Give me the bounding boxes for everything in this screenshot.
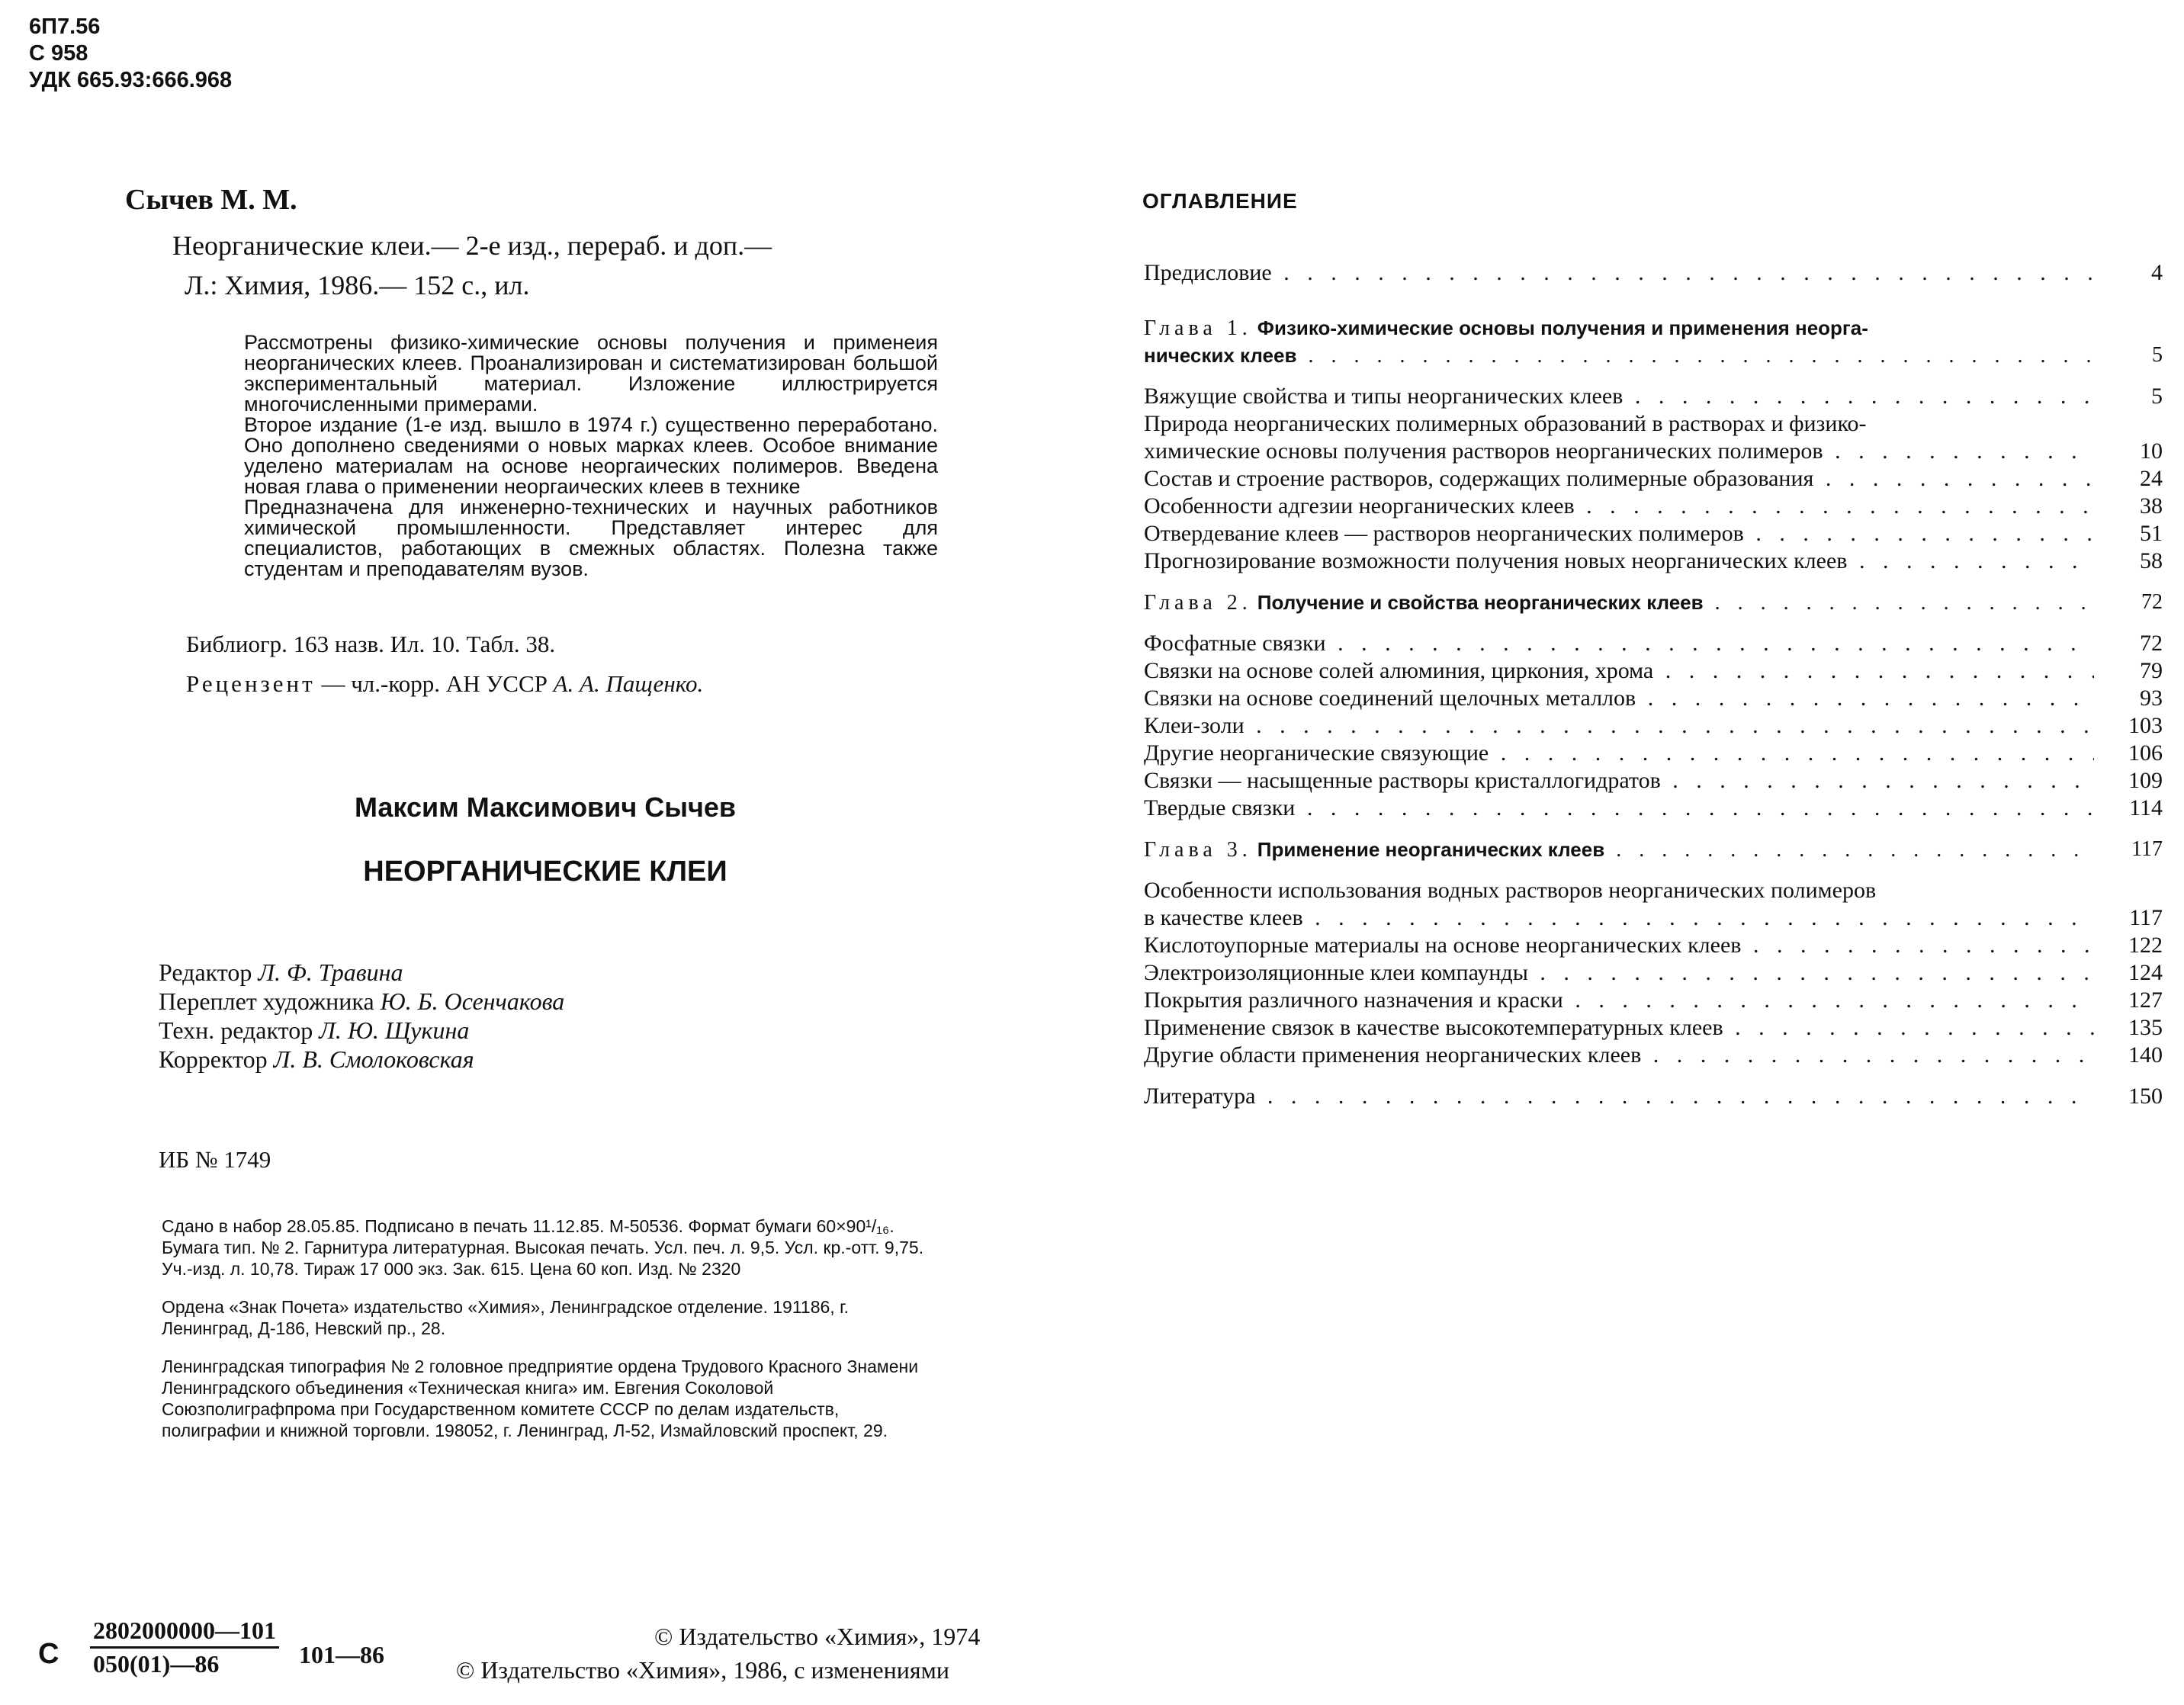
toc-entry[interactable] [1144,932,2163,959]
toc-entry-title: Другие области применения неорганических клеев . . . [1144,1042,2094,1069]
staff-role: Переплет художника [159,987,374,1015]
staff-row [159,1045,564,1074]
bbk-code: 6П7.56 [29,14,101,39]
staff-name: Л. Ф. Травина [258,958,403,986]
toc-entry[interactable] [1144,904,2163,932]
copyright-line: © Издательство «Химия», 1986, с изменениями [456,1656,949,1684]
toc-entry-page: 4 [2151,260,2163,285]
toc-entry[interactable] [1144,712,2163,740]
toc-entry[interactable] [1144,410,2163,438]
imprint [162,1215,924,1458]
reviewer-name: А. А. Пащенко. [553,670,704,697]
annotation [183,332,938,580]
toc-entry-title: Особенности адгезии неорганических клеев . . . [1144,493,2094,520]
toc-entry-title: Литература . . . [1144,1083,2094,1110]
staff-row [159,987,564,1016]
toc-entry-page: 127 [2128,987,2163,1013]
toc-entry-title: Связки на основе солей алюминия, циркония, хрома . . . [1144,657,2094,685]
toc-entry-page: 106 [2128,740,2163,766]
toc-entry-page: 122 [2128,933,2163,958]
toc-entry[interactable] [1144,630,2163,657]
toc-entry[interactable] [1144,1042,2163,1069]
toc-entry[interactable] [1144,438,2163,465]
toc-entry[interactable] [1144,520,2163,547]
chapter-label: Глава 3. [1144,838,1252,862]
reviewer-label: Рецензент [186,670,316,697]
toc-entry-page: 109 [2128,768,2163,793]
toc-entry-title: Предисловие . . . [1144,259,2094,287]
chapter-label: Глава 2. [1144,591,1252,615]
bibliographic-line-2: Л.: Химия, 1986.— 152 с., ил. [185,270,530,300]
chapter-title-cont: нических клеев [1144,344,1297,367]
toc-entry-title: Клеи-золи . . . [1144,712,2094,740]
toc-entry-title: Электроизоляционные клеи компаунды . . . [1144,959,2094,987]
toc-entry-title: в качестве клеев . . . [1144,904,2094,932]
index-letter: С [38,1638,59,1670]
toc-entry-page: 140 [2128,1042,2163,1068]
toc-entry-title: Связки на основе соединений щелочных металлов . . . [1144,685,2094,712]
book-title: НЕОРГАНИЧЕСКИЕ КЛЕИ [363,856,727,888]
toc-entry-title: Другие неорганические связующие . . . [1144,740,2094,767]
toc-title: ОГЛАВЛЕНИЕ [1142,189,1298,213]
toc-entry-page: 51 [2140,521,2163,546]
toc-entry-page: 79 [2140,658,2163,683]
toc-chapter[interactable] [1144,836,2163,863]
author-heading: Сычев М. М. [125,184,297,216]
toc-entry-page: 150 [2128,1084,2163,1109]
toc-entry[interactable] [1144,740,2163,767]
toc-entry-page: 93 [2140,686,2163,711]
toc-entry-page: 38 [2140,493,2163,519]
toc-entry[interactable] [1144,657,2163,685]
udc-code: УДК 665.93:666.968 [29,68,233,92]
toc-entry-page: 103 [2128,713,2163,738]
toc-entry[interactable] [1144,383,2163,410]
staff-list [159,958,564,1074]
toc-entry[interactable] [1144,685,2163,712]
author-mark: С 958 [29,41,88,66]
annotation-paragraph: Рассмотрены физико-химические основы получения и применеия неорганических клеев. Проанализирован и систематизирован большой экспериментальный материал. Изложение иллюстрируется многочисленными примерами. [244,331,938,416]
toc-entry-page: 5 [2151,384,2163,409]
toc-entry[interactable] [1144,465,2163,493]
chapter-title: Применение неорганических клеев [1257,838,1605,861]
classification-codes [29,14,232,94]
table-of-contents [1144,259,2163,1110]
toc-chapter[interactable] [1144,314,2163,342]
toc-entry-title: Особенности использования водных растворов неорганических полимеров [1144,878,1877,903]
index-denominator: 050(01)—86 [93,1650,220,1678]
toc-entry[interactable] [1144,259,2163,287]
copyright [456,1620,980,1687]
toc-entry[interactable] [1144,1083,2163,1110]
toc-entry[interactable] [1144,1014,2163,1042]
toc-entry[interactable] [1144,959,2163,987]
bibliographic-description [172,226,772,305]
toc-entry-title: Отвердевание клеев — растворов неорганических полимеров . . . [1144,520,2094,547]
copyright-line: © Издательство «Химия», 1974 [654,1623,981,1650]
toc-entry-page: 58 [2140,548,2163,573]
toc-entry-title: Фосфатные связки . . . [1144,630,2094,657]
toc-entry-page: 114 [2129,795,2163,820]
publisher-address: Ордена «Знак Почета» издательство «Химия», Ленинградское отделение. 191186, г. Ленинград, Д-186, Невский пр., 28. [162,1297,850,1338]
toc-entry-page: 135 [2128,1015,2163,1040]
toc-entry[interactable] [1144,877,2163,904]
staff-name: Л. В. Смолоковская [273,1045,474,1073]
print-details: Сдано в набор 28.05.85. Подписано в печать 11.12.85. М-50536. Формат бумаги 60×90¹/₁₆. Бумага тип. № 2. Гарнитура литературная. Высокая печать. Усл. печ. л. 9,5. Усл. кр.-отт. 9,75. Уч.-изд. л. 10,78. Тираж 17 000 экз. Зак. 615. Цена 60 коп. Изд. № 2320 [162,1216,924,1279]
staff-row [159,958,564,987]
toc-entry-title: Прогнозирование возможности получения новых неорганических клеев . . . [1144,547,2094,575]
toc-entry-page: 5 [2152,343,2163,367]
toc-entry[interactable] [1144,767,2163,795]
staff-row [159,1016,564,1045]
toc-entry[interactable] [1144,547,2163,575]
toc-entry-page: 117 [2129,905,2163,930]
index-numerator: 2802000000—101 [90,1617,279,1649]
printer-address: Ленинградская типография № 2 головное предприятие ордена Трудового Красного Знамени Ленинградского объединения «Техническая книга» им. Евгения Соколовой Союзполиграфпрома при Государственном комитете СССР по делам издательств, полиграфии и книжной торговли. 198052, г. Ленинград, Л-52, Измайловский проспект, 29. [162,1357,919,1440]
author-full-name: Максим Максимович Сычев [354,791,737,823]
toc-entry-title: химические основы получения растворов неорганических полимеров . . . [1144,438,2094,465]
toc-entry-page: 117 [2131,837,2163,861]
toc-entry-title: Применение связок в качестве высокотемпературных клеев . . . [1144,1014,2094,1042]
toc-entry[interactable] [1144,795,2163,822]
bibliographic-line-1: Неорганические клеи.— 2-е изд., перераб. и доп.— [172,230,772,261]
toc-chapter-cont[interactable] [1144,342,2163,369]
toc-entry[interactable] [1144,987,2163,1014]
index-fraction [90,1617,279,1678]
staff-name: Ю. Б. Осенчакова [380,987,565,1015]
chapter-title: Физико-химические основы получения и применения неорга- [1257,316,1868,339]
toc-entry-page: 24 [2140,466,2163,491]
toc-entry-page: 10 [2140,438,2163,464]
reviewer-text: — чл.-корр. АН УССР [321,670,548,697]
toc-entry-title: Природа неорганических полимерных образований в растворах и физико- [1144,411,1867,436]
reviewer-line [186,669,703,699]
toc-entry-title: Покрытия различного назначения и краски . . . [1144,987,2094,1014]
toc-entry[interactable] [1144,493,2163,520]
toc-entry-title: Связки — насыщенные растворы кристаллогидратов . . . [1144,767,2094,795]
toc-entry-title: Кислотоупорные материалы на основе неорганических клеев . . . [1144,932,2094,959]
biblio-counts: Библиогр. 163 назв. Ил. 10. Табл. 38. [186,631,556,657]
chapter-title: Получение и свойства неорганических клеев [1257,591,1704,614]
chapter-label: Глава 1. [1144,316,1252,340]
toc-entry-title: Вяжущие свойства и типы неорганических клеев . . . [1144,383,2094,410]
toc-entry-page: 72 [2141,590,2163,614]
ib-number: ИБ № 1749 [159,1146,271,1173]
staff-role: Техн. редактор [159,1016,313,1044]
toc-chapter[interactable] [1144,589,2163,616]
annotation-paragraph: Второе издание (1-е изд. вышло в 1974 г.) существенно переработано. Оно дополнено сведениями о новых марках клеев. Особое внимание уделено материалам на основе неоргаических полимеров. Введена новая глава о применении неоргаических клеев в технике [244,413,938,498]
staff-role: Корректор [159,1045,268,1073]
staff-name: Л. Ю. Щукина [319,1016,470,1044]
index-tail: 101—86 [299,1641,384,1668]
toc-entry-title: Состав и строение растворов, содержащих полимерные образования . . . [1144,465,2094,493]
staff-role: Редактор [159,958,252,986]
annotation-paragraph: Предназначена для инженерно-технических и научных работников химической промышленности. Представляет интерес для специалистов, работающих в смежных областях. Полезна также студентам и преподавателям вузов. [244,496,938,580]
references-block [186,629,703,699]
toc-entry-page: 72 [2140,631,2163,656]
toc-entry-page: 124 [2128,960,2163,985]
toc-entry-title: Твердые связки . . . [1144,795,2094,822]
